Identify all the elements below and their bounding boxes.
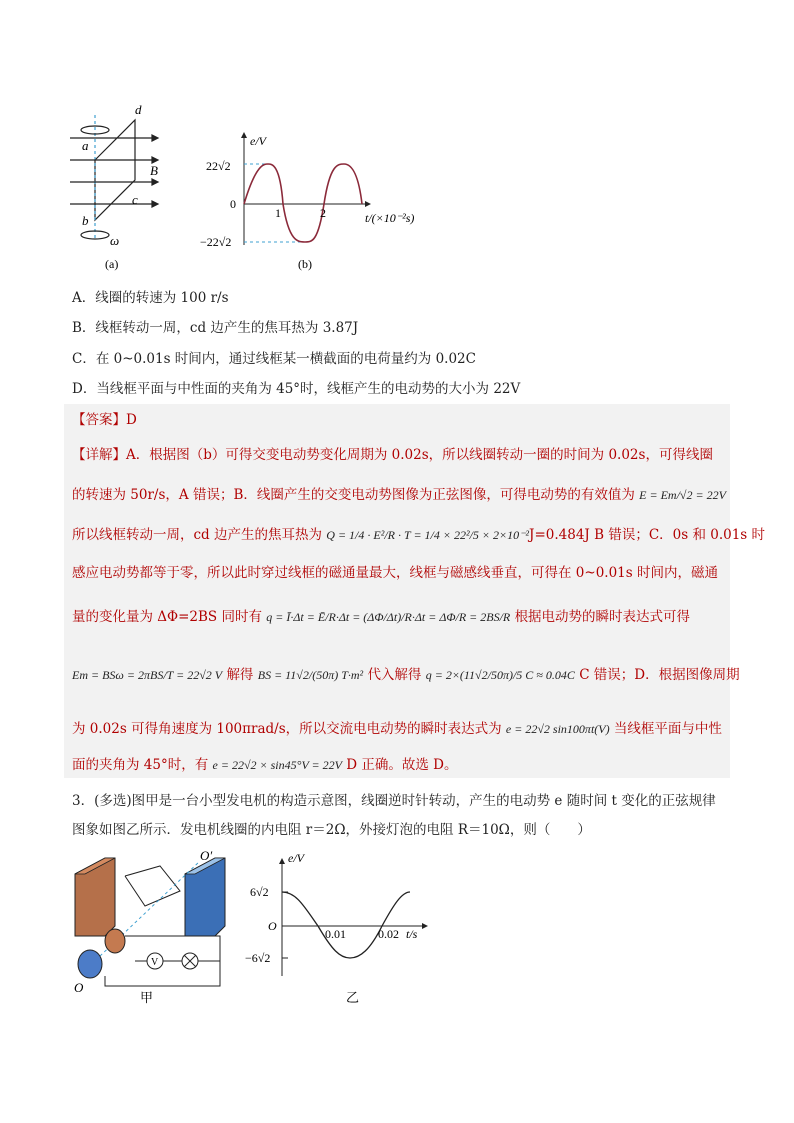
graph-b-tick2: 2 <box>320 206 326 220</box>
detail-line-8 <box>72 720 722 738</box>
label-B: B <box>150 163 158 178</box>
detail-text-10: C 错误；D．根据图像周期 <box>579 667 740 683</box>
detail-line-1 <box>72 446 713 464</box>
detail-line-6 <box>72 608 690 626</box>
magnet-right <box>185 858 225 936</box>
caption-jia: 甲 <box>140 990 154 1005</box>
label-b: b <box>82 213 89 228</box>
label-a: a <box>82 138 89 153</box>
coil-frame <box>95 120 135 220</box>
label-c: c <box>132 192 138 207</box>
formula-q-heat: Q = 1/4 · E²/R · T = 1/4 × 22²/5 × 2×10⁻² <box>326 528 530 542</box>
detail-line-9 <box>72 756 458 774</box>
emf-curve <box>244 164 362 242</box>
formula-e-expr: e = 22√2 sin100πt(V) <box>505 722 610 736</box>
voltmeter-label: V <box>151 957 159 968</box>
detail-text-7: 根据电动势的瞬时表达式可得 <box>514 609 691 625</box>
detail-line-7 <box>72 666 740 684</box>
graph-yi-tick2: 0.02 <box>378 927 399 941</box>
graph-yi-origin: O <box>268 919 277 933</box>
detail-text-12: 当线框平面与中性 <box>613 721 722 737</box>
label-omega: ω <box>110 233 120 248</box>
formula-q2: q = 2×(11√2/50π)/5 C ≈ 0.04C <box>425 668 575 682</box>
graph-yi-tick1: 0.01 <box>325 927 346 941</box>
answer-label: 【答案】D <box>72 412 137 428</box>
question3-line1: 3．(多选)图甲是一台小型发电机的构造示意图，线圈逆时针转动，产生的电动势 e 随时间 t 变化的正弦规律 <box>72 793 716 809</box>
graph-b-origin: 0 <box>230 197 236 211</box>
graph-b-ymin: −22√2 <box>200 235 232 249</box>
figure-bottom <box>60 846 440 1006</box>
magnet-left <box>75 858 115 936</box>
label-o-prime: O′ <box>200 848 213 863</box>
graph-yi-xlabel: t/s <box>406 927 418 941</box>
graph-b-tick1: 1 <box>275 206 281 220</box>
graph-b-xlabel: t/(×10⁻²s) <box>365 211 415 225</box>
emf-curve-yi <box>282 892 410 958</box>
graph-yi-ymin: −6√2 <box>245 951 271 965</box>
detail-text-4: J=0.484J B 错误；C．0s 和 0.01s 时 <box>529 527 766 543</box>
detail-label: 【详解】 <box>72 447 126 463</box>
emf-graph-b <box>241 132 371 245</box>
detail-text-6: 量的变化量为 ΔΦ=2BS 同时有 <box>72 609 262 625</box>
figure-top <box>60 100 480 275</box>
detail-text-13: 面的夹角为 45°时，有 <box>72 757 209 773</box>
detail-text-14: D 正确。故选 D。 <box>346 757 458 773</box>
detail-text-3: 所以线框转动一周，cd 边产生的焦耳热为 <box>72 527 322 543</box>
label-d: d <box>135 102 142 117</box>
formula-bs: BS = 11√2/(50π) T·m² <box>257 668 364 682</box>
emf-graph-yi <box>279 858 428 976</box>
caption-b: (b) <box>298 257 312 271</box>
detail-text-9: 代入解得 <box>367 667 422 683</box>
caption-a: (a) <box>105 257 119 271</box>
detail-text-1: A．根据图（b）可得交变电动势变化周期为 0.02s，所以线圈转动一圈的时间为 0.02s，可得线圈 <box>126 447 713 463</box>
formula-em: Em = BSω = 2πBS/T = 22√2 V <box>72 668 223 682</box>
option-b: B．线框转动一周，cd 边产生的焦耳热为 3.87J <box>72 320 359 336</box>
formula-e-eff: E = Em/√2 = 22V <box>639 488 726 502</box>
option-a: A．线圈的转速为 100 r/s <box>72 290 229 306</box>
option-d: D．当线框平面与中性面的夹角为 45°时，线框产生的电动势的大小为 22V <box>72 381 521 397</box>
detail-text-5: 感应电动势都等于零，所以此时穿过线框的磁通量最大，线框与磁感线垂直，可得在 0~0.01s 时间内，磁通 <box>72 565 718 581</box>
graph-yi-ylabel: e/V <box>288 851 304 865</box>
generator-diagram-jia <box>75 858 225 986</box>
label-o: O <box>74 980 84 995</box>
graph-b-ymax: 22√2 <box>206 159 231 173</box>
caption-yi: 乙 <box>346 990 360 1005</box>
detail-line-2 <box>72 486 726 504</box>
detail-text-11: 为 0.02s 可得角速度为 100πrad/s，所以交流电电动势的瞬时表达式为 <box>72 721 502 737</box>
detail-text-8: 解得 <box>226 667 254 683</box>
formula-q-charge: q = Ī·Δt = Ē/R·Δt = (ΔΦ/Δt)/R·Δt = ΔΦ/R = 2BS/R <box>266 610 511 624</box>
graph-b-ylabel: e/V <box>250 134 266 148</box>
detail-line-3 <box>72 526 765 544</box>
question3-line2: 图象如图乙所示．发电机线圈的内电阻 r＝2Ω，外接灯泡的电阻 R＝10Ω，则（ ） <box>72 822 591 838</box>
option-c: C．在 0~0.01s 时间内，通过线框某一横截面的电荷量约为 0.02C <box>72 351 476 367</box>
formula-e45: e = 22√2 × sin45°V = 22V <box>212 758 342 772</box>
graph-yi-ymax: 6√2 <box>250 885 269 899</box>
detail-text-2: 的转速为 50r/s，A 错误；B．线圈产生的交变电动势图像为正弦图像，可得电动势的有效值为 <box>72 487 635 503</box>
